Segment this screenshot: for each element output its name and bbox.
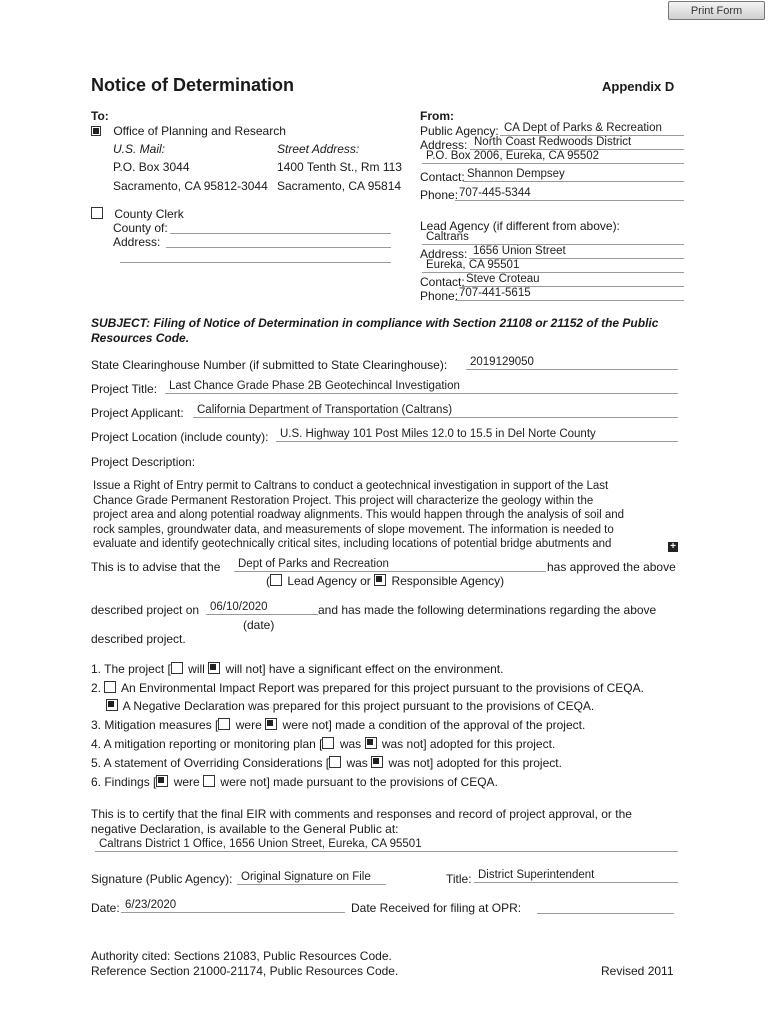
street-line-1: 1400 Tenth St., Rm 113 <box>277 160 402 174</box>
county-of-label: County of: <box>113 221 168 235</box>
mail-line-2: Sacramento, CA 95812-3044 <box>113 179 268 193</box>
opr-label: Office of Planning and Research <box>113 124 286 138</box>
sch-field[interactable]: 2019129050 <box>466 356 678 370</box>
responsible-agency-label: Responsible Agency) <box>391 574 505 588</box>
from-address-field-1[interactable]: North Coast Redwoods District <box>470 136 684 150</box>
project-title-field[interactable]: Last Chance Grade Phase 2B Geotechincal Investigation <box>165 380 678 394</box>
described-end: described project. <box>91 632 186 646</box>
certify-line-2: negative Declaration, is available to the General Public at: <box>91 822 399 836</box>
findings-were-label: were <box>173 775 200 789</box>
public-agency-label: Public Agency: <box>420 124 499 138</box>
date-received-field[interactable] <box>537 913 674 914</box>
date-caption: (date) <box>243 618 275 632</box>
mail-line-1: P.O. Box 3044 <box>113 160 190 174</box>
public-agency-field[interactable]: CA Dept of Parks & Recreation <box>500 122 684 136</box>
will-not-label: will not] have a significant effect on the environment. <box>225 662 504 676</box>
lead-contact-label: Contact: <box>420 275 465 289</box>
open-paren: ( <box>266 574 270 588</box>
lead-agency-label: Lead Agency (if different from above): <box>420 219 620 233</box>
determination-3 <box>91 718 585 732</box>
plan-was-checkbox[interactable] <box>322 737 334 749</box>
determination-3-prefix: 3. Mitigation measures [ <box>91 718 219 732</box>
opr-row <box>91 124 286 138</box>
determination-2b <box>106 699 594 713</box>
determination-6-prefix: 6. Findings [ <box>91 775 157 789</box>
expand-plus-icon[interactable]: + <box>668 542 678 552</box>
mitigation-were-checkbox[interactable] <box>218 718 230 730</box>
determination-4-prefix: 4. A mitigation reporting or monitoring plan [ <box>91 737 323 751</box>
signature-date-field[interactable]: 6/23/2020 <box>121 899 345 913</box>
to-label: To: <box>91 109 109 123</box>
lead-agency-checkbox[interactable] <box>270 574 282 586</box>
will-checkbox[interactable] <box>171 662 183 674</box>
determination-5 <box>91 756 562 770</box>
signature-title-label: Title: <box>446 872 472 886</box>
sch-label: State Clearinghouse Number (if submitted to State Clearinghouse): <box>91 358 448 372</box>
approval-date-field[interactable]: 06/10/2020 <box>206 601 318 615</box>
determination-1-prefix: 1. The project [ <box>91 662 171 676</box>
opr-checkbox[interactable] <box>91 126 101 136</box>
lead-phone-field[interactable]: 707-441-5615 <box>455 287 684 301</box>
plan-was-label: was <box>339 737 362 751</box>
negative-declaration-label: A Negative Declaration was prepared for this project pursuant to the provisions of CEQA. <box>122 699 595 713</box>
us-mail-label: U.S. Mail: <box>113 142 166 156</box>
signature-field[interactable]: Original Signature on File <box>237 871 386 885</box>
lead-address-label: Address: <box>420 247 468 261</box>
signature-date-label: Date: <box>91 901 120 915</box>
project-description-label: Project Description: <box>91 455 196 469</box>
project-applicant-label: Project Applicant: <box>91 406 184 420</box>
reference-section: Reference Section 21000-21174, Public Resources Code. <box>91 964 399 978</box>
lead-address-field-2[interactable]: Eureka, CA 95501 <box>422 259 684 273</box>
findings-were-checkbox[interactable] <box>156 775 168 787</box>
project-location-field[interactable]: U.S. Highway 101 Post Miles 12.0 to 15.5 in Del Norte County <box>276 428 678 442</box>
determination-4 <box>91 737 555 751</box>
project-applicant-field[interactable]: California Department of Transportation (Caltrans) <box>193 404 678 418</box>
responsible-agency-checkbox[interactable] <box>374 574 386 586</box>
lead-agency-field[interactable]: Caltrans <box>422 231 684 245</box>
county-of-field[interactable] <box>170 233 391 234</box>
negative-declaration-checkbox[interactable] <box>106 699 118 711</box>
project-description-field[interactable] <box>93 479 678 552</box>
street-line-2: Sacramento, CA 95814 <box>277 179 402 193</box>
eir-checkbox[interactable] <box>104 681 116 693</box>
will-not-checkbox[interactable] <box>208 662 220 674</box>
description-line: Issue a Right of Entry permit to Caltrans to conduct a geotechnical investigation in support of the Last <box>93 480 609 492</box>
from-label: From: <box>420 109 454 123</box>
phone-field[interactable]: 707-445-5344 <box>455 187 684 201</box>
print-form-button[interactable]: Print Form <box>668 1 765 20</box>
county-address-label: Address: <box>113 235 161 249</box>
county-clerk-checkbox[interactable] <box>91 207 103 219</box>
overriding-was-not-checkbox[interactable] <box>371 756 383 768</box>
lead-address-field-1[interactable]: 1656 Union Street <box>469 245 684 259</box>
description-line: evaluate and identify geotechnically critical sites, including locations of potential bridge abutments and <box>93 538 612 550</box>
signature-title-field[interactable]: District Superintendent <box>474 869 678 883</box>
overriding-was-label: was <box>346 756 368 770</box>
mitigation-were-not-checkbox[interactable] <box>265 718 277 730</box>
determination-5-prefix: 5. A statement of Overriding Considerations [ <box>91 756 330 770</box>
lead-contact-field[interactable]: Steve Croteau <box>462 273 684 287</box>
certify-location-field[interactable]: Caltrans District 1 Office, 1656 Union Street, Eureka, CA 95501 <box>95 838 678 852</box>
description-line: rock samples, groundwater data, and measurements of slope movement. The information is needed to <box>93 523 614 536</box>
agency-type-row <box>266 574 504 588</box>
page-title: Notice of Determination <box>91 75 295 95</box>
determination-6 <box>91 775 498 789</box>
advise-suffix: has approved the above <box>547 560 676 574</box>
signature-label: Signature (Public Agency): <box>91 872 233 886</box>
overriding-was-not-label: was not] adopted for this project. <box>388 756 562 770</box>
advise-prefix: This is to advise that the <box>91 560 221 574</box>
description-line: Chance Grade Permanent Restoration Project. This project will characterize the geology within the <box>93 494 594 507</box>
authority-cited: Authority cited: Sections 21083, Public Resources Code. <box>91 949 392 963</box>
determination-1 <box>91 662 503 676</box>
lead-phone-label: Phone: <box>420 289 459 303</box>
street-address-label: Street Address: <box>277 142 360 156</box>
county-address-field-2[interactable] <box>120 262 391 263</box>
described-prefix: described project on <box>91 603 200 617</box>
county-address-field-1[interactable] <box>166 247 391 248</box>
eir-label: An Environmental Impact Report was prepared for this project pursuant to the provisions of CEQA. <box>121 681 644 695</box>
date-received-label: Date Received for filing at OPR: <box>351 901 522 915</box>
findings-were-not-label: were not] made pursuant to the provisions of CEQA. <box>220 775 498 789</box>
project-title-label: Project Title: <box>91 382 158 396</box>
findings-were-not-checkbox[interactable] <box>203 775 215 787</box>
mitigation-were-label: were <box>235 718 262 732</box>
county-clerk-label: County Clerk <box>114 207 184 221</box>
mitigation-were-not-label: were not] made a condition of the approval of the project. <box>282 718 586 732</box>
contact-field[interactable]: Shannon Dempsey <box>463 168 684 182</box>
determination-2-prefix: 2. <box>91 681 102 695</box>
description-line: project area and along potential roadway alignments. This would happen through the analysis of soil and <box>93 509 625 521</box>
plan-was-not-checkbox[interactable] <box>365 737 377 749</box>
appendix-label: Appendix D <box>602 79 675 94</box>
will-label: will <box>188 662 205 676</box>
from-address-field-2[interactable]: P.O. Box 2006, Eureka, CA 95502 <box>422 150 684 164</box>
advising-agency-field[interactable]: Dept of Parks and Recreation <box>234 558 546 572</box>
project-location-label: Project Location (include county): <box>91 430 269 444</box>
county-clerk-row <box>91 207 184 221</box>
subject-heading: SUBJECT: Filing of Notice of Determination in compliance with Section 21108 or 21152 of the Public Resources Code. <box>91 316 659 345</box>
from-address-label: Address: <box>420 138 468 152</box>
certify-line-1: This is to certify that the final EIR with comments and responses and record of project approval, or the <box>91 807 632 821</box>
revised-label: Revised 2011 <box>601 964 674 978</box>
contact-label: Contact: <box>420 170 465 184</box>
overriding-was-checkbox[interactable] <box>329 756 341 768</box>
described-suffix: and has made the following determinations regarding the above <box>318 603 657 617</box>
plan-was-not-label: was not] adopted for this project. <box>381 737 556 751</box>
phone-label: Phone: <box>420 188 459 202</box>
lead-agency-or-label: Lead Agency or <box>287 574 371 588</box>
determination-2 <box>91 681 644 695</box>
